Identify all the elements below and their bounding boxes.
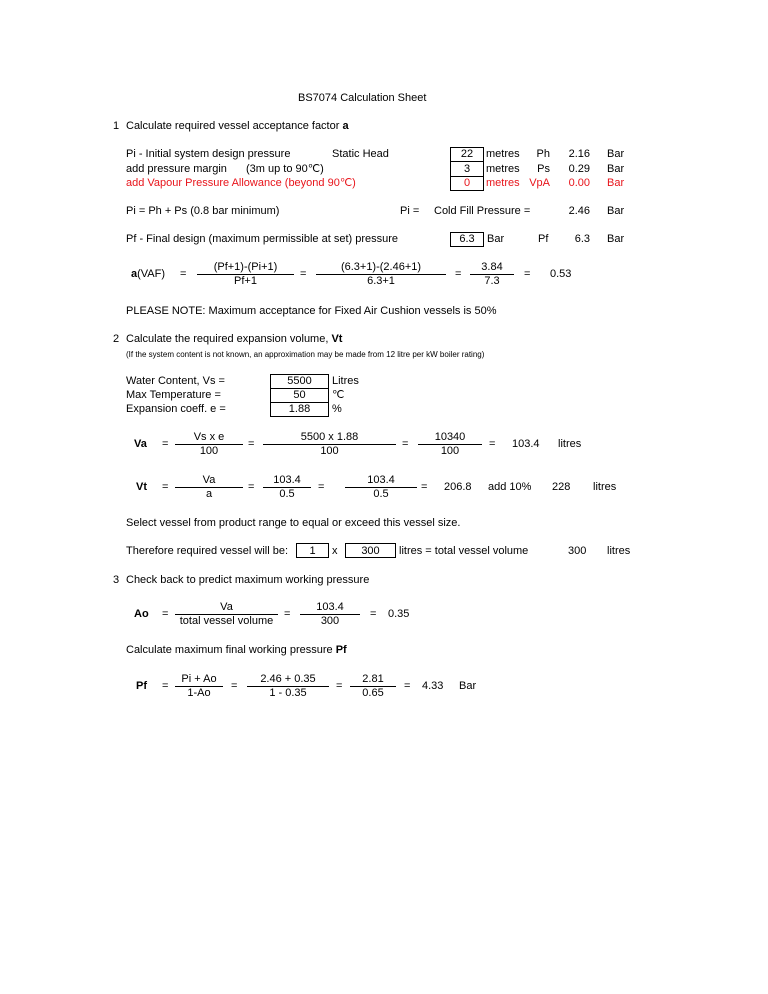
symbol-pf: Pf [538, 233, 549, 245]
vt-total: 228 [552, 481, 571, 493]
fraction-denominator: 100 [320, 445, 339, 457]
equals-sign: = [162, 438, 169, 450]
fraction-numerator: 103.4 [273, 474, 301, 486]
section-1-heading-symbol: a [342, 120, 349, 132]
equals-sign: = [162, 481, 169, 493]
divider [450, 161, 484, 162]
unit-label: Bar [607, 177, 625, 189]
page-title: BS7074 Calculation Sheet [298, 92, 427, 104]
fraction-denominator: 6.3+1 [367, 275, 395, 287]
vapour-allowance-value[interactable]: 0 [463, 177, 471, 189]
total-volume-value: 300 [568, 545, 587, 557]
vaf-text: (VAF) [137, 268, 166, 280]
vt-label: Vt [136, 481, 147, 493]
fraction-denominator: 1-Ao [187, 687, 211, 699]
fraction-denominator: 300 [320, 615, 340, 627]
unit-label: ℃ [332, 389, 345, 401]
fraction-numerator: Pi + Ao [181, 673, 217, 685]
equals-sign: = [404, 680, 411, 692]
total-volume-label: litres = total vessel volume [399, 545, 529, 557]
equals-sign: = [489, 438, 496, 450]
fraction-numerator: Vs x e [193, 431, 225, 443]
fraction-numerator: 10340 [434, 431, 466, 443]
pressure-margin-value[interactable]: 3 [463, 163, 471, 175]
equals-sign: = [231, 680, 238, 692]
va-result: 103.4 [512, 438, 540, 450]
fraction-numerator: (6.3+1)-(2.46+1) [340, 261, 422, 273]
section-1-heading [126, 120, 349, 133]
pi-value: 2.46 [568, 205, 590, 217]
equals-sign: = [370, 608, 377, 620]
equals-sign: = [162, 608, 169, 620]
unit-label: % [332, 403, 342, 415]
fraction-denominator: total vessel volume [179, 615, 274, 627]
unit-label: litres [558, 438, 582, 450]
ao-label: Ao [134, 608, 149, 620]
multiply-sign: x [332, 545, 338, 557]
fraction-denominator: 0.5 [373, 488, 389, 500]
pi-formula-label: Pi = Ph + Ps (0.8 bar minimum) [126, 205, 280, 217]
pf-final-label: Pf [136, 680, 147, 692]
pf-label: Pf - Final design (maximum permissible at set) pressure [126, 233, 399, 245]
unit-label: Bar [459, 680, 477, 692]
unit-label: metres [486, 148, 520, 160]
max-temperature-value[interactable]: 50 [293, 389, 306, 401]
ph-result: 2.16 [568, 148, 590, 160]
max-temperature-label: Max Temperature = [126, 389, 221, 401]
unit-label: Bar [487, 233, 505, 245]
symbol-vpa: VpA [529, 177, 550, 189]
section-2-number: 2 [113, 333, 120, 345]
equals-sign: = [336, 680, 343, 692]
pf-result: 4.33 [422, 680, 444, 692]
water-content-value[interactable]: 5500 [287, 375, 312, 387]
fraction-numerator: 103.4 [316, 601, 344, 613]
equals-sign: = [402, 438, 409, 450]
equals-sign: = [421, 481, 428, 493]
fraction-denominator: 1 - 0.35 [269, 687, 307, 699]
equals-sign: = [248, 481, 255, 493]
unit-label: Bar [607, 148, 625, 160]
unit-label: litres [593, 481, 617, 493]
equals-sign: = [524, 268, 531, 280]
unit-label: metres [486, 163, 520, 175]
equals-sign: = [284, 608, 291, 620]
unit-label: Bar [607, 163, 625, 175]
vt-result: 206.8 [444, 481, 472, 493]
equals-sign: = [300, 268, 307, 280]
fraction-numerator: Va [202, 474, 216, 486]
unit-label: metres [486, 177, 520, 189]
pressure-margin-note: (3m up to 90℃) [246, 163, 324, 175]
fraction-numerator: 2.81 [362, 673, 384, 685]
fraction-numerator: 5500 x 1.88 [300, 431, 359, 443]
section-3-number: 3 [113, 574, 120, 586]
therefore-label: Therefore required vessel will be: [126, 545, 289, 557]
acceptance-note: PLEASE NOTE: Maximum acceptance for Fixed Air Cushion vessels is 50% [126, 305, 497, 317]
vapour-allowance-label: add Vapour Pressure Allowance (beyond 90℃) [126, 177, 356, 189]
section-3-heading: Check back to predict maximum working pressure [126, 574, 370, 586]
section-2-heading-symbol: Vt [331, 333, 343, 345]
water-content-label: Water Content, Vs = [126, 375, 225, 387]
vaf-symbol: a [131, 268, 138, 280]
ao-result: 0.35 [388, 608, 410, 620]
section-2-heading-text: Calculate the required expansion volume, [126, 333, 332, 345]
symbol-ph: Ph [536, 148, 550, 160]
static-head-label: Static Head [332, 148, 389, 160]
fraction-denominator: 100 [199, 445, 219, 457]
unit-label: litres [607, 545, 631, 557]
fraction-numerator: 2.46 + 0.35 [260, 673, 316, 685]
fraction-denominator: Pf+1 [234, 275, 257, 287]
equals-sign: = [455, 268, 462, 280]
add-percent-label: add 10% [488, 481, 532, 493]
pf-input-value[interactable]: 6.3 [459, 233, 475, 245]
fraction-denominator: 7.3 [484, 275, 500, 287]
fraction-numerator: 3.84 [481, 261, 503, 273]
pi-equals: Pi = [400, 205, 420, 217]
vaf-label [131, 268, 165, 281]
unit-label: Bar [607, 205, 625, 217]
equals-sign: = [318, 481, 325, 493]
vessel-size-value[interactable]: 300 [361, 545, 380, 557]
vessel-qty-value[interactable]: 1 [309, 545, 316, 557]
select-instruction: Select vessel from product range to equal or exceed this vessel size. [126, 517, 461, 529]
equals-sign: = [162, 680, 169, 692]
pf-value: 6.3 [574, 233, 590, 245]
section-2-subnote: (If the system content is not known, an approximation may be made from 12 litre per kW boiler rating) [126, 350, 485, 359]
fraction-denominator: 100 [440, 445, 460, 457]
calc-pf-text: Calculate maximum final working pressure [126, 644, 336, 656]
section-1-number: 1 [113, 120, 120, 132]
equals-sign: = [180, 268, 187, 280]
unit-label: Bar [607, 233, 625, 245]
vaf-result: 0.53 [550, 268, 572, 280]
equals-sign: = [248, 438, 255, 450]
symbol-ps: Ps [537, 163, 550, 175]
ps-result: 0.29 [568, 163, 590, 175]
fraction-denominator: 0.65 [362, 687, 384, 699]
section-1-heading-text: Calculate required vessel acceptance factor [126, 120, 343, 132]
pressure-margin-label: add pressure margin [126, 163, 227, 175]
unit-label: Litres [332, 375, 359, 387]
initial-pressure-label: Pi - Initial system design pressure [126, 148, 291, 160]
fraction-numerator: Va [220, 601, 233, 613]
fraction-denominator: a [205, 488, 213, 500]
calc-pf-label [126, 644, 347, 657]
static-head-value[interactable]: 22 [460, 148, 474, 160]
cold-fill-label: Cold Fill Pressure = [434, 205, 531, 217]
fraction-numerator: (Pf+1)-(Pi+1) [213, 261, 278, 273]
calc-pf-symbol: Pf [335, 644, 347, 656]
expansion-coeff-value[interactable]: 1.88 [288, 403, 311, 415]
section-2-heading [126, 333, 342, 346]
va-label: Va [134, 438, 147, 450]
fraction-numerator: 103.4 [367, 474, 395, 486]
fraction-denominator: 0.5 [279, 488, 295, 500]
expansion-coeff-label: Expansion coeff. e = [126, 403, 226, 415]
vpa-result: 0.00 [568, 177, 590, 189]
